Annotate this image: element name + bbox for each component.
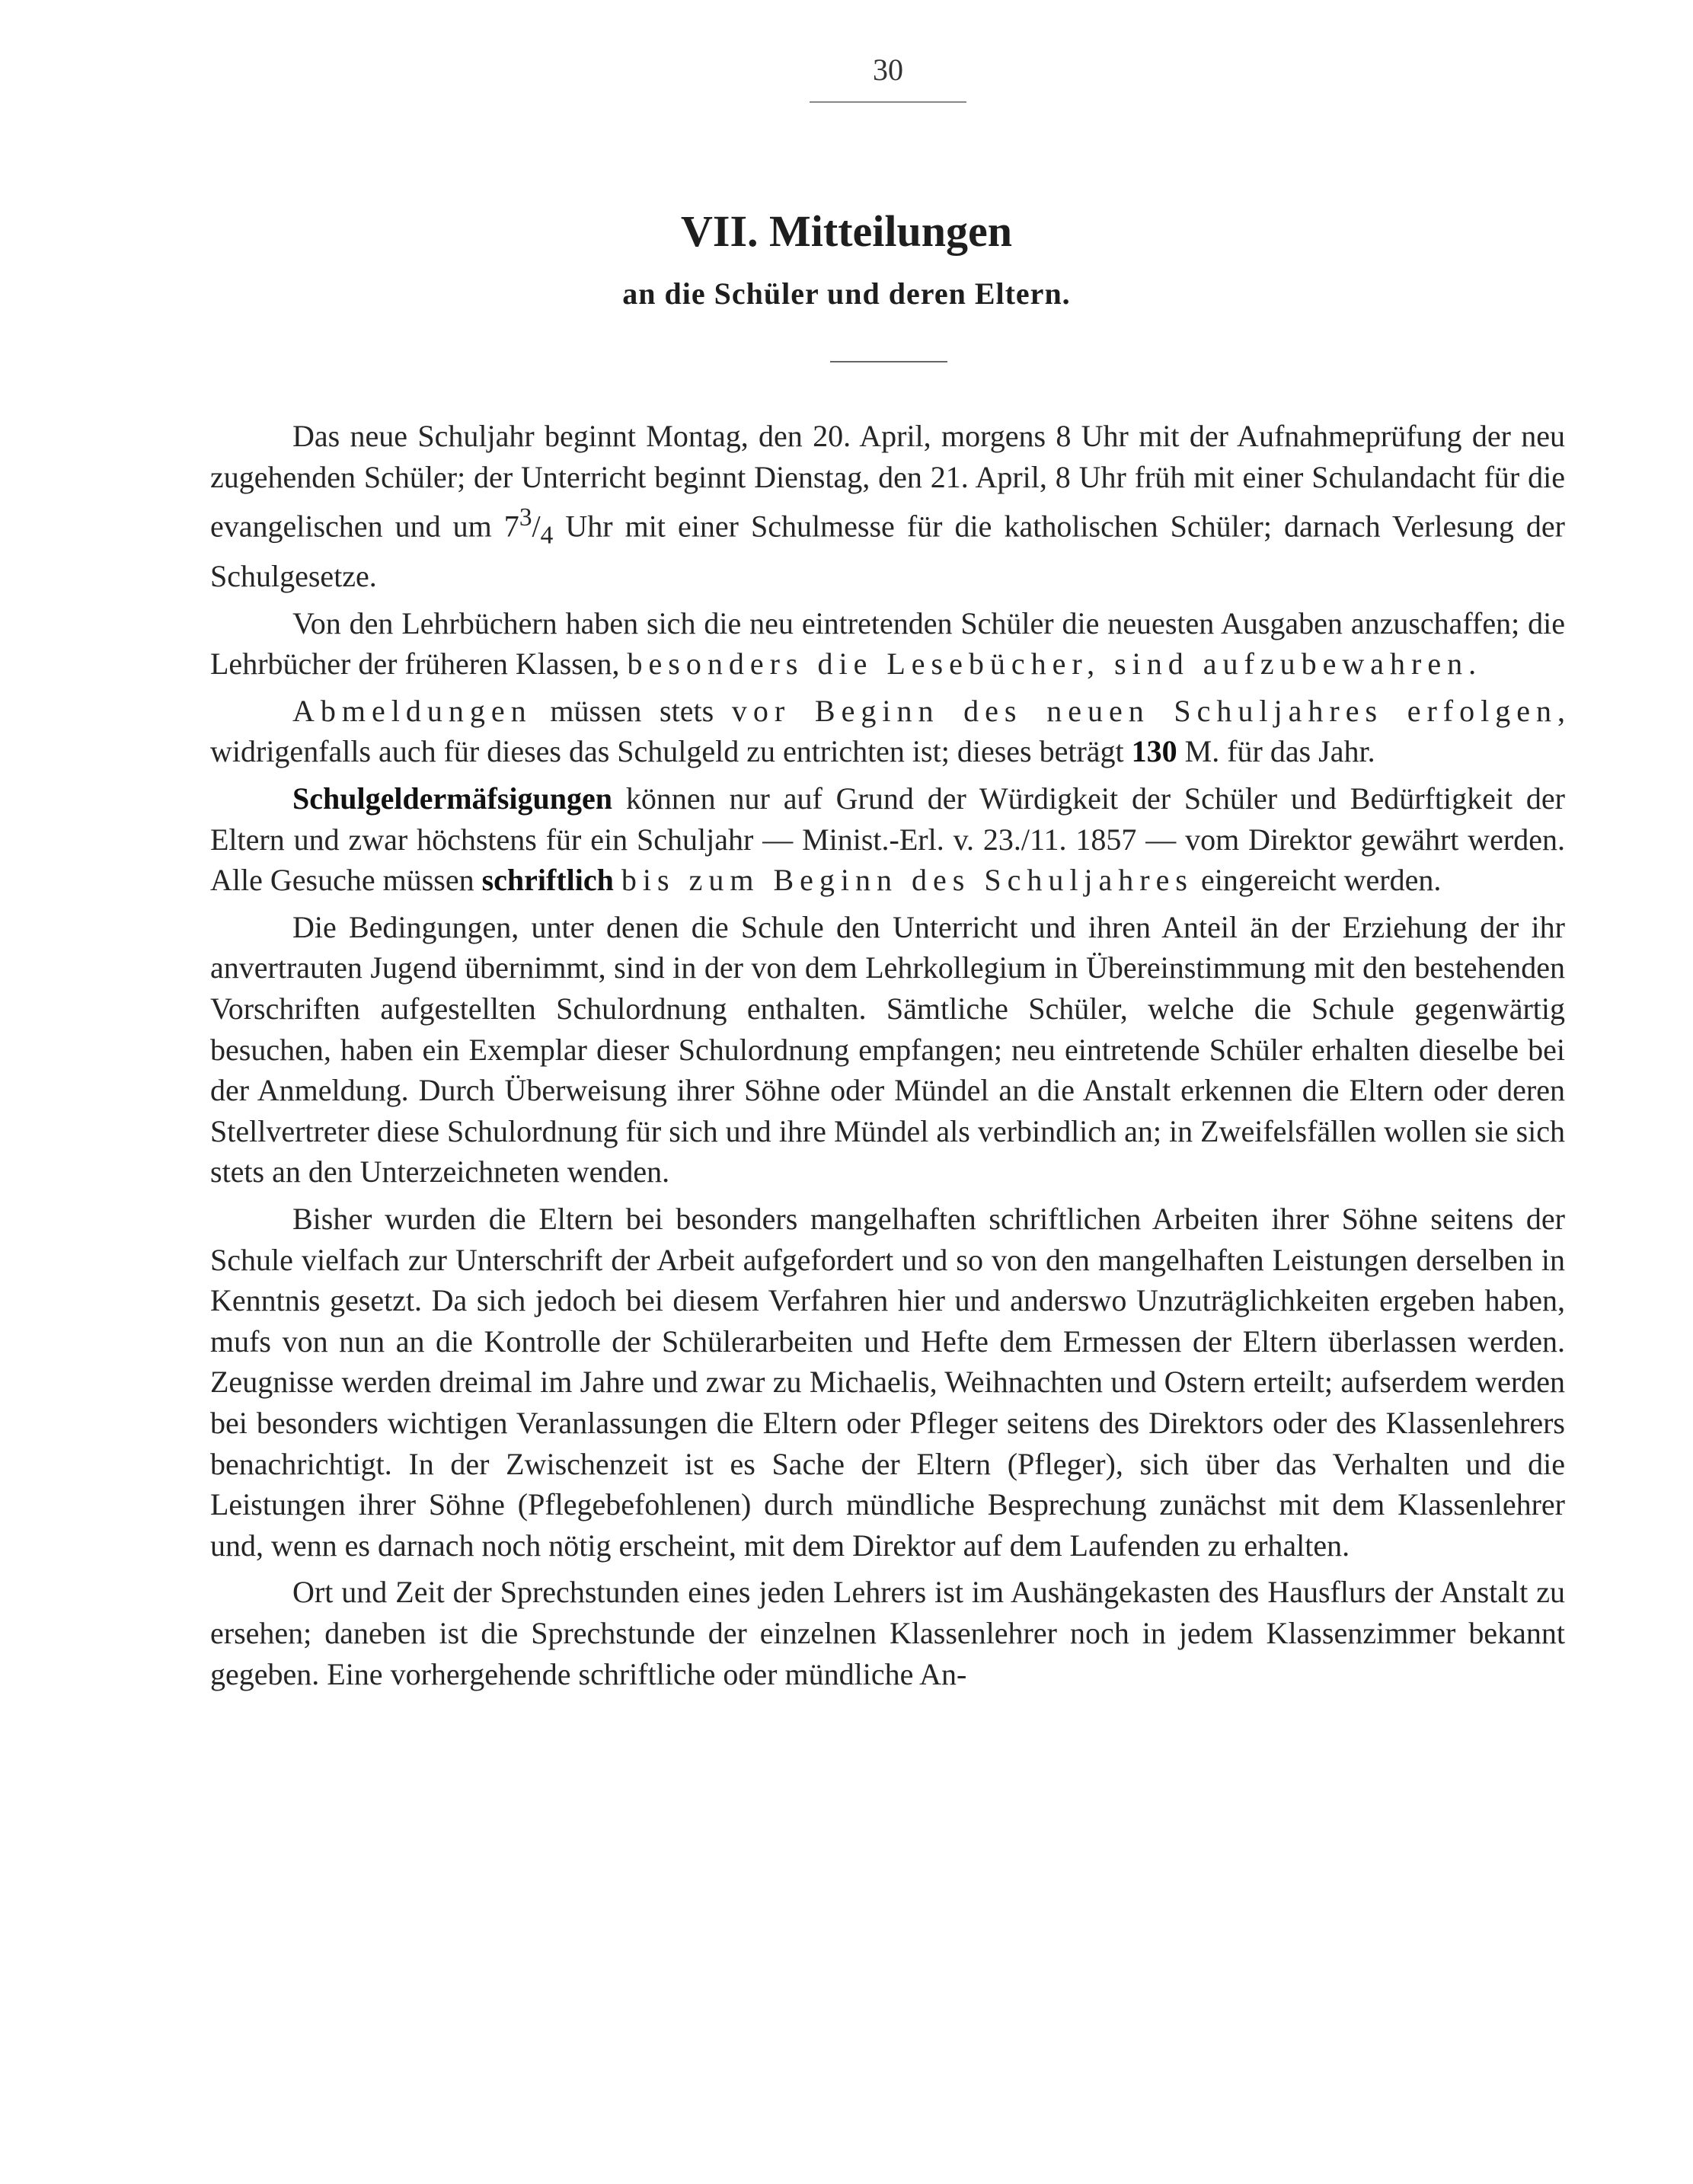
- text-run: .: [1468, 647, 1477, 682]
- page-number: 30: [873, 53, 903, 87]
- section-divider: [830, 361, 947, 362]
- emphasized-text: 130: [1131, 734, 1177, 769]
- spaced-text: besonders die Lesebücher, sind aufzubewahren: [627, 647, 1469, 682]
- emphasized-text: schriftlich: [481, 863, 614, 898]
- section-subheading: an die Schüler und deren Eltern.: [622, 276, 1071, 311]
- spaced-text: Abmeldungen: [292, 693, 532, 728]
- text-run: können nur auf Grund der Würdigkeit der Schüler und Bedürftigkeit der Eltern und zwar höchstens für ein Schuljahr — Minist.-Erl. v. 23./11. 1857 — vom Direktor gewährt werden. Alle Gesuche müssen: [210, 781, 1565, 898]
- paragraph: [210, 416, 1565, 597]
- text-run: Uhr mit einer Schulmesse für die katholischen Schüler; darnach Verlesung der Schulgesetze.: [210, 509, 1565, 594]
- paragraph: [210, 1199, 1565, 1566]
- paragraph: [210, 778, 1565, 901]
- page-number-rule: [810, 101, 966, 103]
- paragraph: [210, 1572, 1565, 1694]
- text-run: Von den Lehrbüchern haben sich die neu eintretenden Schüler die neuesten Ausgaben anzuschaffen; die Lehrbücher der früheren Klassen,: [210, 605, 1565, 682]
- text-run: müssen stets: [532, 693, 732, 728]
- text-run: [614, 863, 621, 897]
- text-run: Das neue Schuljahr beginnt Montag, den 20. April, morgens 8 Uhr mit der Aufnahmeprüfung der neu zugehenden Schüler; der Unterricht beginnt Dienstag, den 21. April, 8 Uhr früh mit einer Schulandacht für die evangelischen und um 7: [210, 419, 1565, 544]
- paragraph: [210, 603, 1565, 685]
- text-run: 3: [519, 503, 532, 532]
- paragraph: [210, 907, 1565, 1193]
- body-text: [210, 416, 1565, 1700]
- section-heading: VII. Mitteilungen: [681, 206, 1012, 256]
- paragraph: [210, 691, 1565, 772]
- text-run: eingereicht werden.: [1193, 863, 1442, 898]
- text-run: Die Bedingungen, unter denen die Schule den Unterricht und ihren Anteil än der Erziehung der ihr anvertrauten Jugend übernimmt, sind in der von dem Lehrkollegium in Übereinstimmung mit den bestehenden Vorschriften aufgestellten Schulordnung enthalten. Sämtliche Schüler, welche die Schule gegenwärtig besuchen, haben ein Exemplar dieser Schulordnung empfangen; neu eintretende Schüler erhalten dieselbe bei der Anmeldung. Durch Überweisung ihrer Söhne oder Mündel an die Anstalt erkennen die Eltern oder deren Stellvertreter diese Schulordnung für sich und ihre Mündel als verbindlich an; in Zweifelsfällen wollen sie sich stets an den Unterzeichneten wenden.: [210, 909, 1565, 1189]
- text-run: M. für das Jahr.: [1177, 734, 1375, 769]
- text-run: /: [532, 509, 541, 544]
- text-run: Ort und Zeit der Sprechstunden eines jeden Lehrers ist im Aushängekasten des Hausflurs der Anstalt zu ersehen; daneben ist die Sprechstunde der einzelnen Klassenlehrer noch in jedem Klassenzimmer bekannt gegeben. Eine vorhergehende schriftliche oder mündliche An-: [210, 1575, 1565, 1691]
- text-run: , widrigenfalls auch für dieses das Schulgeld zu entrichten ist; dieses beträgt: [210, 693, 1565, 769]
- text-run: 4: [540, 521, 554, 550]
- emphasized-text: Schulgeldermäfsigungen: [292, 781, 613, 816]
- text-run: Bisher wurden die Eltern bei besonders mangelhaften schriftlichen Arbeiten ihrer Söhne seitens der Schule vielfach zur Unterschrift der Arbeit aufgefordert und so von den mangelhaften Leistungen derselben in Kenntnis gesetzt. Da sich jedoch bei diesem Verfahren hier und anderswo Unzuträglichkeiten ergeben haben, mufs von nun an die Kontrolle der Schülerarbeiten und Hefte dem Ermessen der Eltern überlassen werden. Zeugnisse werden dreimal im Jahre und zwar zu Michaelis, Weihnachten und Ostern erteilt; aufserdem werden bei besonders wichtigen Veranlassungen die Eltern oder Pfleger seitens des Direktors oder des Klassenlehrers benachrichtigt. In der Zwischenzeit ist es Sache der Eltern (Pfleger), sich über das Verhalten und die Leistungen ihrer Söhne (Pflegebefohlenen) durch mündliche Besprechung zunächst mit dem Klassenlehrer und, wenn es darnach noch nötig erscheint, mit dem Direktor auf dem Laufenden zu erhalten.: [210, 1202, 1565, 1563]
- spaced-text: bis zum Beginn des Schuljahres: [621, 863, 1193, 898]
- spaced-text: vor Beginn des neuen Schuljahres erfolgen: [731, 693, 1557, 728]
